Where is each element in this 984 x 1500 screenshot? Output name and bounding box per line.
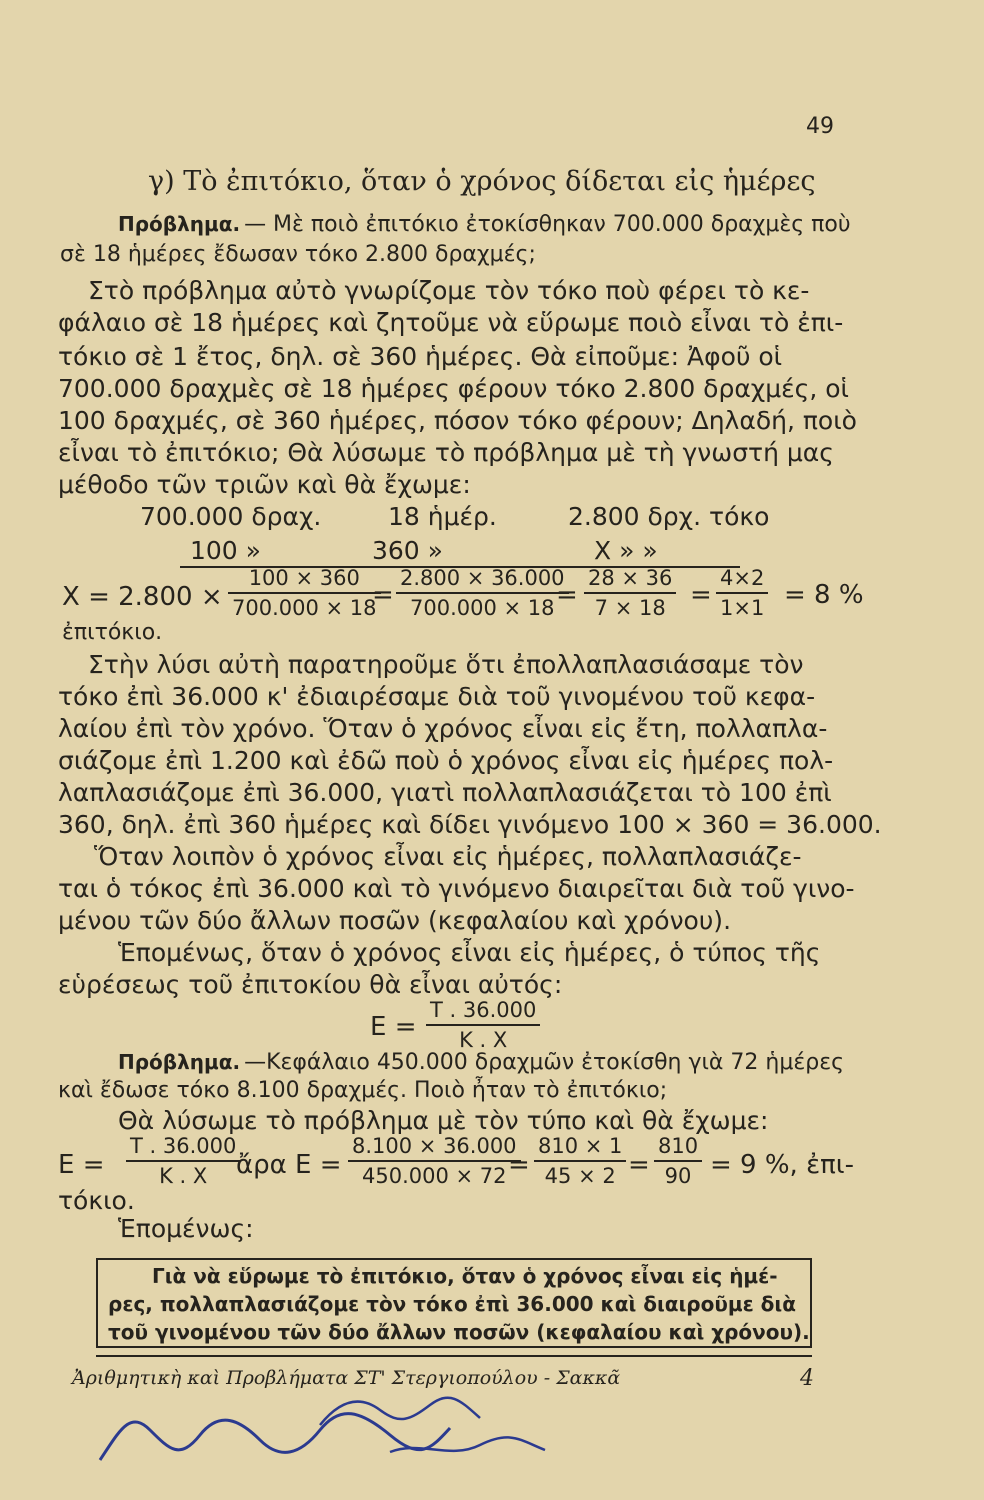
formula2-lhs: Ε = bbox=[370, 1012, 417, 1042]
problem1-line2: σὲ 18 ἡμέρες ἔδωσαν τόκο 2.800 δραχμές; bbox=[60, 242, 536, 267]
formula1-fraction: $\frac{100 \times 360}{700.000 \times 18}$ bbox=[228, 566, 381, 620]
handwritten-signature bbox=[90, 1390, 570, 1480]
table-cell: 100 » bbox=[190, 536, 261, 565]
formula3-lhs: Ε = bbox=[58, 1150, 105, 1180]
table-cell: 700.000 δραχ. bbox=[140, 502, 322, 531]
para2-line: λαπλασιάζομε ἐπὶ 36.000, γιατὶ πολλαπλασιάζεται τὸ 100 ἐπὶ bbox=[58, 778, 832, 807]
rule-box bbox=[96, 1258, 812, 1348]
table-cell: Χ » » bbox=[594, 536, 658, 565]
formula1-lhs: Χ = 2.800 × bbox=[62, 582, 223, 612]
formula3-result: = 9 %, ἐπι- bbox=[710, 1150, 854, 1180]
formula3-fraction: $\frac{T . 36.000}{K . X}$ bbox=[126, 1134, 240, 1188]
problem1-line1: Πρόβλημα. — Μὲ ποιὸ ἐπιτόκιο ἐτοκίσθηκαν 700.000 δραχμὲς ποὺ bbox=[118, 212, 851, 237]
table-cell: 18 ἡμέρ. bbox=[388, 502, 497, 531]
para5-line: Θὰ λύσωμε τὸ πρόβλημα μὲ τὸν τύπο καὶ θὰ ἔχωμε: bbox=[118, 1106, 769, 1135]
formula1-tail: ἐπιτόκιο. bbox=[62, 620, 163, 645]
para1-line: 700.000 δραχμὲς σὲ 18 ἡμέρες φέρουν τόκο 2.800 δραχμές, οἱ bbox=[58, 374, 849, 403]
footer-title: Ἀριθμητικὴ καὶ Προβλήματα ΣΤ' Στεργιοπούλου - Σακκᾶ bbox=[72, 1367, 621, 1389]
para1-line: Στὸ πρόβλημα αὐτὸ γνωρίζομε τὸν τόκο ποὺ φέρει τὸ κε- bbox=[88, 276, 810, 305]
section-heading: γ) Τὸ ἐπιτόκιο, ὅταν ὁ χρόνος δίδεται εἰς ἡμέρες bbox=[148, 166, 816, 197]
rule-box-line: τοῦ γινομένου τῶν δύο ἄλλων ποσῶν (κεφαλαίου καὶ χρόνου). bbox=[108, 1320, 810, 1344]
formula3-tail: τόκιο. bbox=[58, 1186, 135, 1215]
page-number: 49 bbox=[806, 114, 834, 139]
para2-line: λαίου ἐπὶ τὸν χρόνο. Ὅταν ὁ χρόνος εἶναι εἰς ἔτη, πολλαπλα- bbox=[58, 714, 828, 743]
para2-line: 360, δηλ. ἐπὶ 360 ἡμέρες καὶ δίδει γινόμενο 100 × 360 = 36.000. bbox=[58, 810, 882, 839]
problem2-line2: καὶ ἔδωσε τόκο 8.100 δραχμές. Ποιὸ ἦταν τὸ ἐπιτόκιο; bbox=[58, 1078, 668, 1103]
para1-line: 100 δραχμές, σὲ 360 ἡμέρες, πόσον τόκο φέρουν; Δηλαδή, ποιὸ bbox=[58, 406, 857, 435]
formula3-fraction: $\frac{810 \times 1}{45 \times 2}$ bbox=[534, 1134, 626, 1188]
equals-sign: = bbox=[508, 1150, 530, 1180]
formula1-fraction: $\frac{4\times 2}{1\times 1}$ bbox=[716, 566, 768, 620]
para2-line: Στὴν λύσι αὐτὴ παρατηροῦμε ὅτι ἐπολλαπλασιάσαμε τὸν bbox=[88, 650, 804, 679]
table-cell: 2.800 δρχ. τόκο bbox=[568, 502, 770, 531]
para1-line: φάλαιο σὲ 18 ἡμέρες καὶ ζητοῦμε νὰ εὕρωμε ποιὸ εἶναι τὸ ἐπι- bbox=[58, 308, 844, 337]
para3-line: Ὅταν λοιπὸν ὁ χρόνος εἶναι εἰς ἡμέρες, πολλαπλασιάζε- bbox=[94, 842, 802, 871]
para1-line: τόκιο σὲ 1 ἔτος, δηλ. σὲ 360 ἡμέρες. Θὰ εἰποῦμε: Ἀφοῦ οἱ bbox=[58, 342, 783, 371]
rule-box-line: ρες, πολλαπλασιάζομε τὸν τόκο ἐπὶ 36.000 καὶ διαιροῦμε διὰ bbox=[108, 1292, 796, 1316]
para1-line: εἶναι τὸ ἐπιτόκιο; Θὰ λύσωμε τὸ πρόβλημα μὲ τὴ γνωστή μας bbox=[58, 438, 834, 467]
equals-sign: = bbox=[556, 580, 578, 610]
formula1-fraction: $\frac{2.800 \times 36.000}{700.000 \times 18}$ bbox=[396, 566, 569, 620]
formula3-fraction: $\frac{810}{90}$ bbox=[654, 1134, 702, 1188]
problem2-line1: Πρόβλημα. —Κεφάλαιο 450.000 δραχμῶν ἐτοκίσθη γιὰ 72 ἡμέρες bbox=[118, 1050, 845, 1075]
para4-line: Ἑπομένως, ὅταν ὁ χρόνος εἶναι εἰς ἡμέρες, ὁ τύπος τῆς bbox=[118, 938, 821, 967]
para2-line: σιάζομε ἐπὶ 1.200 καὶ ἐδῶ ποὺ ὁ χρόνος εἶναι εἰς ἡμέρες πολ- bbox=[58, 746, 834, 775]
formula1-fraction: $\frac{28 \times 36}{7 \times 18}$ bbox=[584, 566, 676, 620]
formula1-result: = 8 % bbox=[784, 580, 864, 610]
equals-sign: = bbox=[628, 1150, 650, 1180]
equals-sign: = bbox=[372, 580, 394, 610]
para4-line: εὑρέσεως τοῦ ἐπιτοκίου θὰ εἶναι αὐτός: bbox=[58, 970, 563, 999]
para6-line: Ἑπομένως: bbox=[118, 1214, 254, 1243]
para3-line: ται ὁ τόκος ἐπὶ 36.000 καὶ τὸ γινόμενο διαιρεῖται διὰ τοῦ γινο- bbox=[58, 874, 855, 903]
signature-number: 4 bbox=[800, 1366, 814, 1391]
equals-sign: = bbox=[690, 580, 712, 610]
para1-line: μέθοδο τῶν τριῶν καὶ θὰ ἔχωμε: bbox=[58, 470, 471, 499]
rule-box-line: Γιὰ νὰ εὕρωμε τὸ ἐπιτόκιο, ὅταν ὁ χρόνος εἶναι εἰς ἡμέ- bbox=[152, 1264, 778, 1288]
table-cell: 360 » bbox=[372, 536, 443, 565]
problem2-label: Πρόβλημα. bbox=[118, 1050, 241, 1074]
para3-line: μένου τῶν δύο ἄλλων ποσῶν (κεφαλαίου καὶ χρόνου). bbox=[58, 906, 732, 935]
problem1-label: Πρόβλημα. bbox=[118, 212, 241, 236]
box-bottom-rule bbox=[96, 1355, 812, 1357]
formula2-fraction: $\frac{T . 36.000}{K . X}$ bbox=[426, 998, 540, 1052]
formula3-mid: ἄρα Ε = bbox=[236, 1150, 342, 1180]
formula3-fraction: $\frac{8.100 \times 36.000}{450.000 \times 72}$ bbox=[348, 1134, 521, 1188]
para2-line: τόκο ἐπὶ 36.000 κ' ἐδιαιρέσαμε διὰ τοῦ γινομένου τοῦ κεφα- bbox=[58, 682, 816, 711]
